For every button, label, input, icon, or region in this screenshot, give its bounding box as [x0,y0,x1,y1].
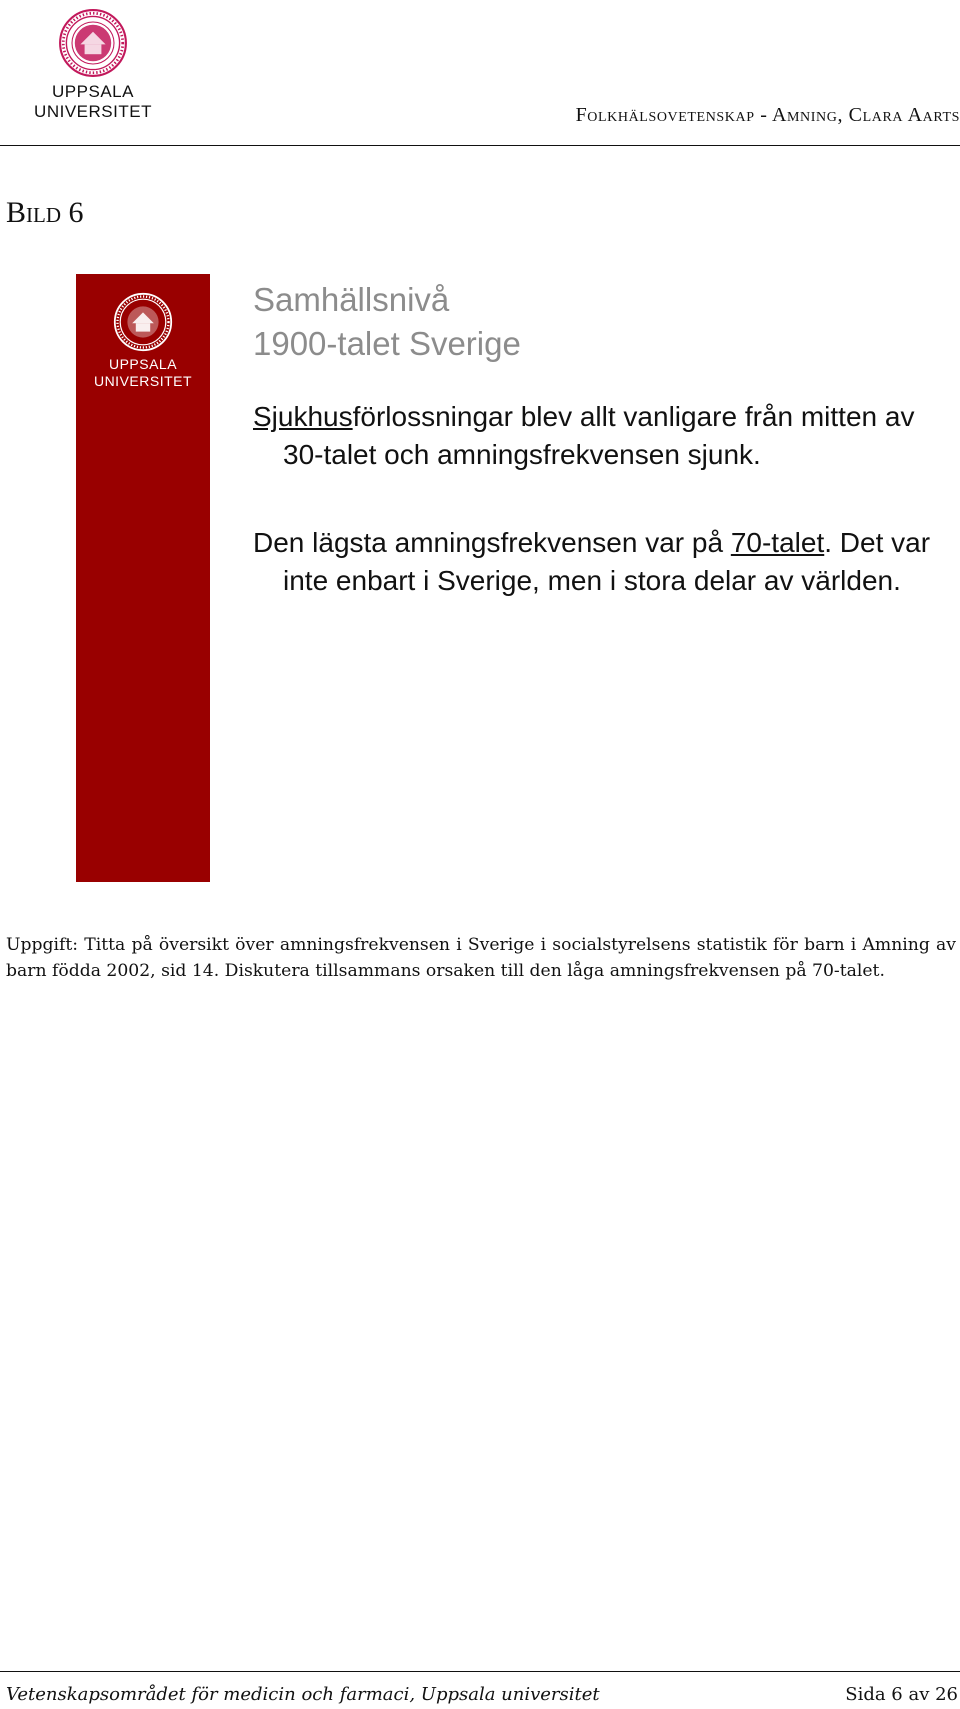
bullet-2-text: . Det var inte enbart i Sverige, men i stora delar av världen. [283,527,931,596]
logo-line-1: UPPSALA [52,82,134,101]
slide-bullet-1 [253,398,933,474]
header-divider [0,145,960,146]
slide-bullet-2 [253,524,933,600]
slide-content [253,278,933,600]
slide-logo-line-2: UNIVERSITET [93,373,193,389]
footer-divider [0,1671,960,1672]
logo-line-2: UNIVERSITET [34,102,152,121]
bullet-2-underlined: 70-talet [730,527,825,558]
section-title: Bild 6 [6,196,84,229]
slide-title-line-1: Samhällsnivå [253,281,450,318]
page-header-title: Folkhälsovetenskap - Amning, Clara Aarts [575,104,960,126]
footer-page-number: Sida 6 av 26 [845,1684,958,1705]
slide-title-line-2: 1900-talet Sverige [253,325,521,362]
university-logo [28,8,158,122]
university-seal-icon [58,8,128,78]
task-paragraph: Uppgift: Titta på översikt över amningsfrekvensen i Sverige i socialstyrelsens statistik för barn i Amning av barn födda 2002, sid 14. Diskutera tillsammans orsaken till den låga amningsfrekvensen på 70-talet. [6,935,956,981]
slide-sidebar [76,274,210,882]
bullet-1-underlined: Sjukhus [253,401,353,432]
slide-logo-line-1: UPPSALA [108,356,178,372]
bullet-1-text: förlossningar blev allt vanligare från mitten av 30-talet och amningsfrekvensen sjunk. [283,401,915,470]
footer-institution: Vetenskapsområdet för medicin och farmaci, Uppsala universitet [6,1684,600,1705]
slide-university-seal-icon [113,292,173,352]
bullet-2-start: Den lägsta amningsfrekvensen var på [253,527,731,558]
